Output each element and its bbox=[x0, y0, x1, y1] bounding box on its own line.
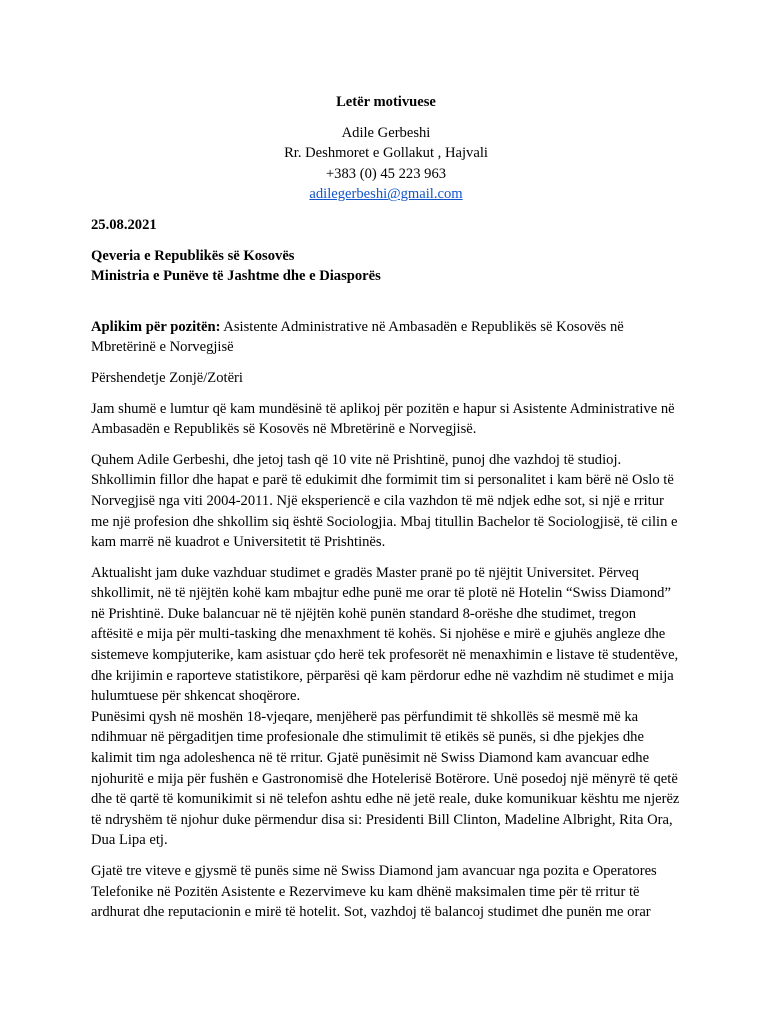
application-line bbox=[91, 317, 681, 358]
paragraph-background: Quhem Adile Gerbeshi, dhe jetoj tash që 10 vite në Prishtinë, punoj dhe vazhdoj të studioj. Shkollimin fillor dhe hapat e parë të edukimit dhe formimit tim si personalitet i kam bërë në Oslo të Norvegjisë nga viti 2004-2011. Një eksperiencë e cila vazhdon të më ndjek edhe sot, si një e rritur me një profesion dhe shkollim siq është Sociologjia. Mbaj titullin Bachelor të Sociologjisë, të cilin e kam marrë në kuadrot e Universitetit të Prishtinës. bbox=[91, 451, 678, 551]
letter-title: Letër motivuese bbox=[336, 94, 436, 110]
paragraph-career: Gjatë tre viteve e gjysmë të punës sime në Swiss Diamond jam avancuar nga pozita e Operatores Telefonike në Pozitën Asistente e Rezervimeve ku kam dhënë maksimalen time për të rritur të ardhurat dhe reputacionin e mirë të hotelit. Sot, vazhdoj të balancoj studimet dhe punën me orar bbox=[91, 863, 657, 921]
recipient-ministry: Ministria e Punëve të Jashtme dhe e Diasporës bbox=[91, 268, 381, 285]
paragraph-employment: Punësimi qysh në moshën 18-vjeqare, menjëherë pas përfundimit të shkollës së mesmë më ka ndihmuar në përgaditjen time profesionale dhe stimulimit të etikës së punës, si dhe pjekjes dhe kalimit tim nga adoleshenca në të rritur. Gjatë punësimit në Swiss Diamond kam avancuar edhe njohuritë e mija për fushën e Gastronomisë dhe Hotelerisë Botërore. Unë posedoj një mënyrë të qetë dhe të qartë të komunikimit si në telefon ashtu edhe në jetë reale, duke komunikuar kështu me njerëz të ndryshëm të njohur duke përmendur disa si: Presidenti Bill Clinton, Madeline Albright, Rita Ora, Dua Lipa etj. bbox=[91, 708, 680, 849]
greeting: Përshendetje Zonjë/Zotëri bbox=[91, 369, 243, 386]
paragraph-intro: Jam shumë e lumtur që kam mundësinë të aplikoj për pozitën e hapur si Asistente Administrative në Ambasadën e Republikës së Kosovës në Mbretërinë e Norvegjisë. bbox=[91, 400, 675, 438]
sender-address: Rr. Deshmoret e Gollakut , Hajvali bbox=[284, 145, 488, 162]
application-position: Asistente Administrative në Ambasadën e Republikës së Kosovës në Mbretërinë e Norvegjisë bbox=[91, 318, 624, 356]
application-label: Aplikim për pozitën: bbox=[91, 318, 221, 335]
paragraph-studies: Aktualisht jam duke vazhduar studimet e gradës Master pranë po të njëjtit Universitet. Përveq shkollimit, në të njëjtën kohë kam mbajtur edhe punë me orar të plotë në Hotelin “Swiss Diamond” në Prishtinë. Duke balancuar në të njëjtën kohë punën standard 8-orëshe dhe studimet, tregon aftësitë e mija për multi-tasking dhe menaxhment të kohës. Si njohëse e mirë e gjuhës angleze dhe sistemeve kompjuterike, kam asistuar çdo herë tek profesorët në menaxhimin e listave të studentëve, dhe krijimin e raporteve statistikore, përparësi që kam përdorur edhe në vazhdim në studimet e mija hulumtuese për shkencat shoqërore. bbox=[91, 564, 679, 705]
sender-block bbox=[91, 123, 681, 205]
sender-name: Adile Gerbeshi bbox=[341, 124, 431, 141]
sender-email-link[interactable]: adilegerbeshi@gmail.com bbox=[309, 186, 463, 203]
recipient-government: Qeveria e Republikës së Kosovës bbox=[91, 247, 295, 264]
recipient-block bbox=[91, 246, 681, 287]
letter-date: 25.08.2021 bbox=[91, 216, 157, 233]
sender-phone: +383 (0) 45 223 963 bbox=[325, 165, 447, 182]
letter-body bbox=[91, 92, 681, 933]
